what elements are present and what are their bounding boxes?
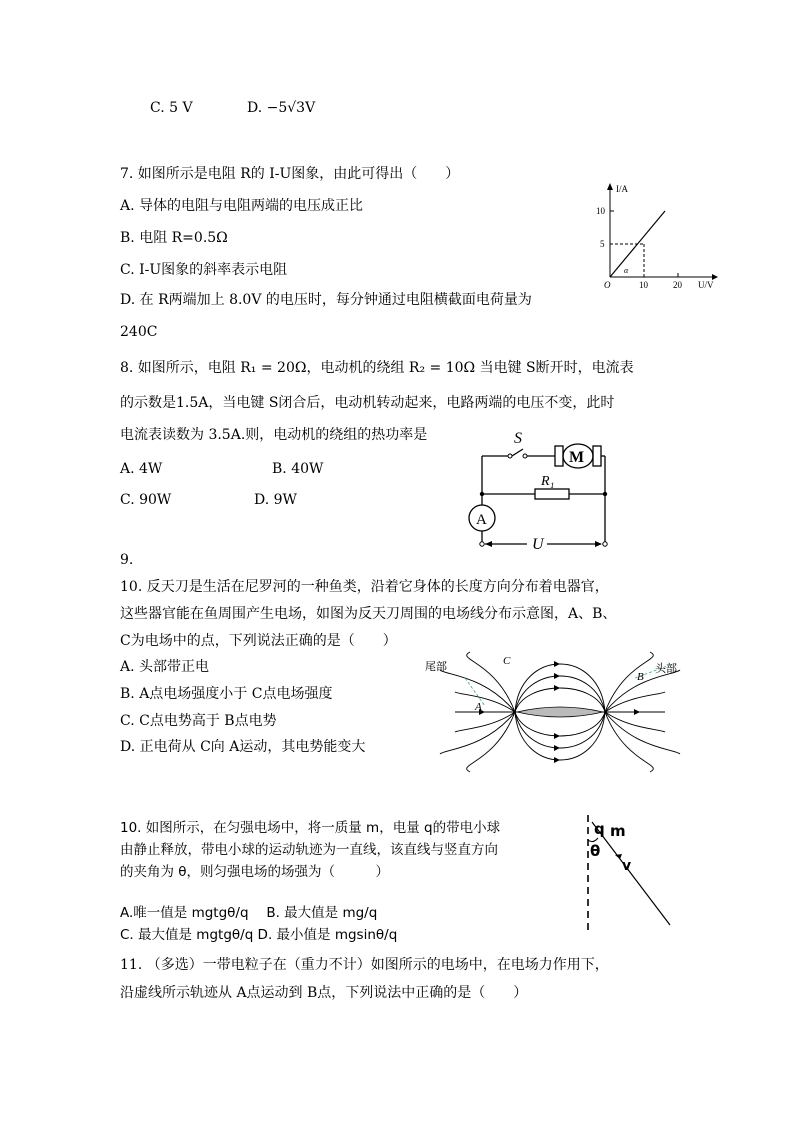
q7-option-b: B. 电阻 R=0.5Ω [120,230,228,246]
q7-iu-graph [596,180,720,290]
q10b-line1: 10. 如图所示，在匀强电场中，将一质量 m，电量 q的带电小球 [120,820,501,836]
q7-option-c: C. I-U图象的斜率表示电阻 [120,262,288,278]
q7-option-d-line2: 240C [120,324,158,340]
q7-stem: 7. 如图所示是电阻 R的 I-U图象，由此可得出（ ） [120,166,460,182]
graph-x-tick-10: 10 [639,280,648,290]
q10a-option-a: A. 头部带正电 [120,659,210,675]
point-c-label: C [503,655,511,667]
graph-angle: α [624,266,629,275]
q10b-trajectory-diagram [580,810,680,940]
tail-label: 尾部 [425,660,447,673]
q10a-line2: 这些器官能在鱼周围产生电场，如图为反天刀周围的电场线分布示意图，A、B、 [120,606,617,622]
q8-circuit-diagram [465,428,615,553]
graph-x-label: U/V [698,280,714,290]
velocity-label: v [622,858,632,874]
graph-y-tick-10: 10 [596,206,605,216]
point-b-label: B [637,671,644,683]
q10b-line2: 由静止释放，带电小球的运动轨迹为一直线，该直线与竖直方向 [120,842,498,858]
charge-label: q [594,820,605,838]
q10b-line3: 的夹角为 θ，则匀强电场的场强为（ ） [120,864,390,880]
point-a-label: A [475,701,482,713]
q11-line2: 沿虚线所示轨迹从 A点运动到 B点，下列说法中正确的是（ ） [120,985,528,1001]
angle-label: θ [590,842,601,860]
resistor-label: R₁ [541,474,555,489]
q10a-line1: 10. 反天刀是生活在尼罗河的一种鱼类，沿着它身体的长度方向分布着电器官， [120,579,609,595]
q8-option-d: D. 9W [254,492,297,508]
switch-label: S [514,430,522,447]
q8-option-c: C. 90W [120,492,172,508]
motor-label: M [569,449,585,466]
q10a-option-b: B. A点电场强度小于 C点电场强度 [120,686,333,702]
head-label: 头部 [655,662,677,675]
q10a-option-c: C. C点电势高于 B点电势 [120,713,277,729]
q10a-line3: C为电场中的点，下列说法正确的是（ ） [120,633,397,649]
voltage-label: U [532,536,544,553]
q11-line1: 11. （多选）一带电粒子在（重力不计）如图所示的电场中，在电场力作用下， [120,957,609,973]
q8-option-b: B. 40W [272,461,324,477]
q8-line2: 的示数是1.5A，当电键 S闭合后，电动机转动起来，电路两端的电压不变，此时 [120,395,615,411]
q7-option-a: A. 导体的电阻与电阻两端的电压成正比 [120,198,364,214]
prev-option-c: C. 5 V [150,100,193,116]
q9-label: 9. [120,552,134,568]
prev-option-d: D. −5√3V [247,100,316,116]
q8-line1: 8. 如图所示，电阻 R₁ = 20Ω，电动机的绕组 R₂ = 10Ω 当电键 S断开时，电流表 [120,360,634,376]
mass-label: m [610,822,626,840]
q10b-options-cd: C. 最大值是 mgtgθ/q D. 最小值是 mgsinθ/q [120,927,398,943]
q7-option-d-line1: D. 在 R两端加上 8.0V 的电压时，每分钟通过电阻横截面电荷量为 [120,292,532,308]
q10a-option-d: D. 正电荷从 C向 A运动，其电势能变大 [120,739,366,755]
q10b-options-ab: A.唯一值是 mgtgθ/q B. 最大值是 mg/q [120,905,378,921]
q8-line3: 电流表读数为 3.5A.则，电动机的绕组的热功率是 [120,427,428,443]
graph-y-tick-5: 5 [600,239,605,249]
q8-option-a: A. 4W [120,461,163,477]
ammeter-label: A [476,512,487,528]
graph-x-tick-20: 20 [673,280,682,290]
graph-origin: O [604,280,611,290]
graph-y-label: I/A [616,184,628,194]
q10a-electric-field-diagram [425,650,675,775]
